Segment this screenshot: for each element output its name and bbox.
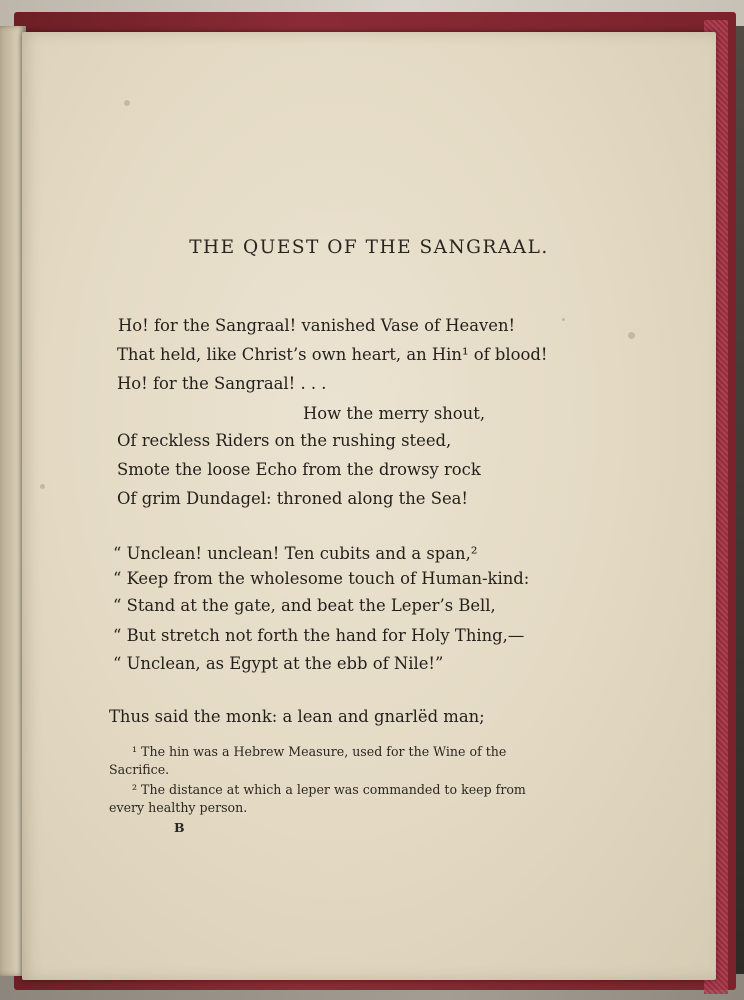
verse-line: That held, like Christ’s own heart, an Hin¹ of blood!	[117, 345, 548, 364]
verse-line: “ Keep from the wholesome touch of Human-kind:	[113, 569, 530, 588]
footnote-2-cont: every healthy person.	[109, 800, 248, 815]
foxing-spot	[628, 332, 635, 339]
verse-line: Ho! for the Sangraal! . . .	[117, 374, 327, 393]
page-title: THE QUEST OF THE SANGRAAL.	[189, 237, 549, 258]
verse-line: How the merry shout,	[303, 404, 486, 423]
footnote-2: ² The distance at which a leper was commanded to keep from	[132, 782, 526, 797]
foxing-spot	[124, 100, 130, 106]
footnote-1-cont: Sacrifice.	[109, 762, 170, 777]
verse-line: Ho! for the Sangraal! vanished Vase of Heaven!	[118, 316, 516, 335]
footnote-1: ¹ The hin was a Hebrew Measure, used for the Wine of the	[132, 744, 507, 759]
verse-line: “ Unclean, as Egypt at the ebb of Nile!”	[113, 654, 444, 673]
signature-mark: B	[174, 820, 185, 835]
verse-line: Thus said the monk: a lean and gnarlëd man;	[109, 707, 485, 726]
verse-line: “ But stretch not forth the hand for Holy Thing,—	[113, 626, 525, 645]
foxing-spot	[562, 318, 565, 321]
verse-line: “ Unclean! unclean! Ten cubits and a span,²	[113, 544, 478, 563]
verse-line: Of grim Dundagel: throned along the Sea!	[117, 489, 469, 508]
verse-line: Of reckless Riders on the rushing steed,	[117, 431, 452, 450]
foxing-spot	[40, 484, 45, 489]
verse-line: Smote the loose Echo from the drowsy rock	[117, 460, 481, 479]
book-page	[22, 32, 716, 980]
verse-line: “ Stand at the gate, and beat the Leper’s Bell,	[113, 596, 496, 615]
